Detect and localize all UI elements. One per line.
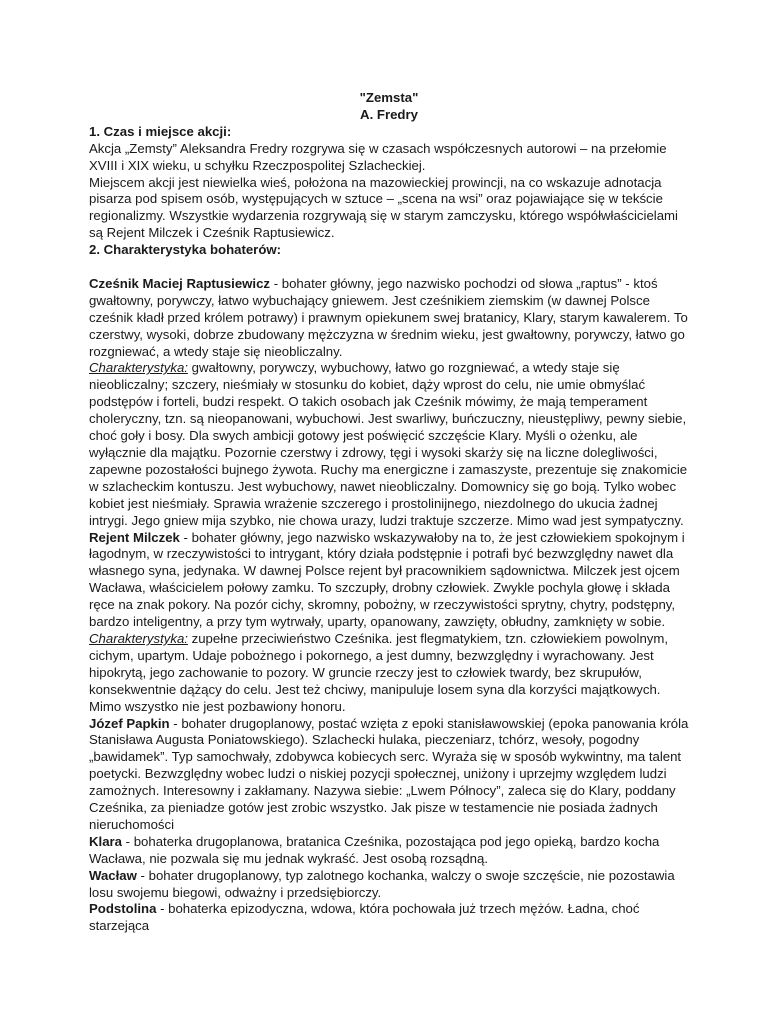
character-waclaw (89, 868, 689, 902)
character-description: - bohater główny, jego nazwisko pochodzi od słowa „raptus” - ktoś gwałtowny, porywczy, łatwo wybuchający gniewem. Jest cześnikiem ziemskim (w dawnej Polsce cześnik kładł przed królem potrawy) i prawnym opiekunem swej bratanicy, Klary, starym kawalerem. To czerstwy, wysoki, dobrze zbudowany mężczyzna w średnim wieku, jest gwałtowny, porywczy, łatwo go rozgniewać, a wtedy staje się nieobliczalny. (89, 275, 688, 359)
document-title: "Zemsta" (359, 90, 419, 105)
character-rejent (89, 530, 689, 631)
character-description: - bohater drugoplanowy, typ zalotnego kochanka, walczy o swoje szczęście, nie pozostawia losu swojemu biegowi, odważny i przedsiębiorczy. (89, 867, 675, 900)
character-description: - bohater główny, jego nazwisko wskazywałoby na to, że jest człowiekiem spokojnym i łagodnym, w rzeczywistości to intrygant, który działa podstępnie i potrafi być bezwzględny nawet dla własnego syna, jedynaka. W dawnej Polsce rejent był pracownikiem sądownictwa. Milczek jest ojcem Wacława, właścicielem połowy zamku. To szczupły, drobny człowiek. Zwykle pochyla głowę i składa ręce na znak pokory. Na pozór cichy, skromny, pobożny, w rzeczywistości sprytny, chytry, podstępny, bardzo inteligentny, a przy tym wytrwały, uparty, opanowany, zawzięty, obłudny, zamknięty w sobie. (89, 529, 685, 630)
characteristic-rejent (89, 631, 689, 716)
character-klara (89, 834, 689, 868)
blank-line (89, 259, 689, 276)
character-description: - bohaterka drugoplanowa, bratanica Cześnika, pozostająca pod jego opieką, bardzo kocha Wacława, nie pozwala się mu jednak wykraść. Jest osobą rozsądną. (89, 833, 660, 866)
paragraph-place: Miejscem akcji jest niewielka wieś, położona na mazowieckiej prowincji, na co wskazuje adnotacja pisarza pod spisem osób, występujących w sztuce – „scena na wsi” oraz pojawiające się w tekście regionalizmy. Wszystkie wydarzenia rozgrywają się w starym zamczysku, którego współwłaścicielami są Rejent Milczek i Cześnik Raptusiewicz. (89, 174, 678, 241)
character-description: - bohaterka epizodyczna, wdowa, która pochowała już trzech mężów. Ładna, choć starzejąca (89, 901, 640, 934)
characteristic-text: gwałtowny, porywczy, wybuchowy, łatwo go rozgniewać, a wtedy staje się nieobliczalny; szczery, nieśmiały w stosunku do kobiet, dąży wprost do celu, nie umie obmyślać podstępów i forteli, budzi respekt. O takich osobach jak Cześnik mówimy, że mają temperament choleryczny, tzn. są nieopanowani, wybuchowi. Jest swarliwy, buńczuczny, nieustępliwy, pewny siebie, choć goły i bosy. Dla swych ambicji gotowy jest poświęcić szczęście Klary. Myśli o ożenku, ale wyłącznie dla majątku. Pozornie czerstwy i zdrowy, tęgi i wysoki skarży się na liczne dolegliwości, zapewne pozostałości bujnego żywota. Ruchy ma energiczne i zamaszyste, prezentuje się znakomicie w szlacheckim kontuszu. Jest wybuchowy, nawet nieobliczalny. Domownicy się go boją. Tylko wobec kobiet jest nieśmiały. Sprawia wrażenie szczerego i prostolinijnego, niezdolnego do ukucia żadnej intrygi. Jego gniew mija szybko, nie chowa urazy, ludzi traktuje szczerze. Mimo wad jest sympatyczny. (89, 360, 688, 528)
characteristic-czesnik (89, 360, 689, 529)
section-heading-characters: 2. Charakterystyka bohaterów: (89, 242, 282, 258)
document-author: A. Fredry (360, 106, 418, 122)
character-name: Wacław (89, 867, 137, 883)
character-name: Podstolina (89, 901, 157, 917)
character-name: Rejent Milczek (89, 529, 180, 545)
characteristic-label: Charakterystyka: (89, 360, 188, 376)
character-name: Klara (89, 833, 122, 849)
character-name: Cześnik Maciej Raptusiewicz (89, 275, 271, 291)
document-content (89, 90, 689, 935)
characteristic-label: Charakterystyka: (89, 630, 188, 646)
paragraph-time: Akcja „Zemsty” Aleksandra Fredry rozgrywa się w czasach współczesnych autorowi – na przełomie XVIII i XIX wieku, u schyłku Rzeczpospolitej Szlacheckiej. (89, 140, 667, 173)
character-name: Józef Papkin (89, 715, 170, 731)
character-podstolina (89, 901, 689, 935)
section-heading-time-place: 1. Czas i miejsce akcji: (89, 123, 232, 139)
character-czesnik (89, 276, 689, 361)
characteristic-text: zupełne przeciwieństwo Cześnika. jest flegmatykiem, tzn. człowiekiem powolnym, cichym, upartym. Udaje pobożnego i pokornego, a jest dumny, bezwzględny i wyrachowany. Jest hipokrytą, jego zachowanie to pozory. W gruncie rzeczy jest to człowiek twardy, bez skrupułów, konsekwentnie dążący do celu. Jest też chciwy, manipuluje losem syna dla korzyści majątkowych. Mimo wszystko nie jest pozbawiony honoru. (89, 630, 669, 714)
character-papkin (89, 716, 689, 834)
character-description: - bohater drugoplanowy, postać wzięta z epoki stanisławowskiej (epoka panowania króla Stanisława Augusta Poniatowskiego). Szlachecki hulaka, pieczeniarz, tchórz, wesoły, pogodny „bawidamek”. Typ samochwały, zdobywca kobiecych serc. Wyraża się w sposób wykwintny, ma talent poetycki. Bezwzględny wobec ludzi o niskiej pozycji społecznej, uniżony i uprzejmy względem ludzi zamożnych. Interesowny i zakłamany. Nazywa siebie: „Lwem Północy”, zaleca się do Klary, poddany Cześnika, za pieniadze gotów jest zrobic wszystko. Jak pisze w testamencie nie posiada żadnych nieruchomości (89, 715, 689, 832)
